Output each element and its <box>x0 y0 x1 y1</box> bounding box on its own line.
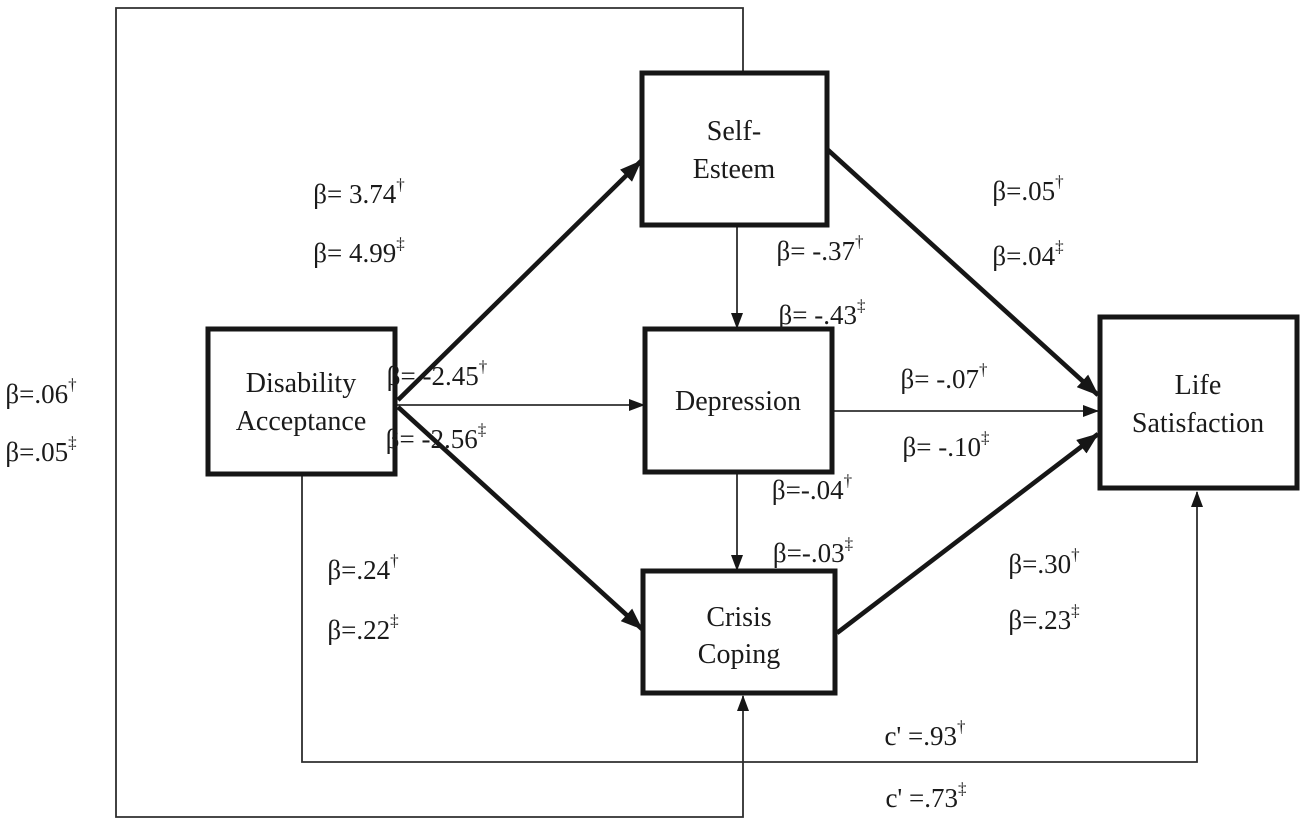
coef-cc-ls-2: β=.23‡ <box>1008 601 1080 635</box>
disability-acceptance-label-line1: Disability <box>245 368 357 399</box>
coef-se-dep-1: β= -.37† <box>776 232 864 266</box>
disability-acceptance-label-line2: Acceptance <box>235 406 367 437</box>
node-crisis-coping <box>643 571 835 693</box>
self-esteem-box <box>642 73 827 225</box>
coef-dep-cc-1: β=-.04† <box>771 471 853 505</box>
coef-cc-ls-1: β=.30† <box>1008 545 1080 579</box>
disability-acceptance-box <box>208 329 395 474</box>
life-satisfaction-label-line2: Satisfaction <box>1131 408 1265 439</box>
node-disability-acceptance <box>208 329 395 474</box>
node-self-esteem <box>642 73 827 225</box>
edge-crisiscoping-to-lifesatisfaction <box>837 434 1098 633</box>
coef-da-cc-1: β=.24† <box>327 551 399 585</box>
coef-da-ls-direct-1: c' =.93† <box>884 717 966 751</box>
life-satisfaction-box <box>1100 317 1297 488</box>
coef-da-dep-1: β= -2.45† <box>386 357 488 391</box>
coef-da-ls-direct-2: c' =.73‡ <box>885 779 967 813</box>
coef-se-dep-2: β= -.43‡ <box>778 296 866 330</box>
depression-label: Depression <box>675 386 801 417</box>
coef-se-ls-2: β=.04‡ <box>992 237 1064 271</box>
node-depression <box>645 329 832 472</box>
node-life-satisfaction <box>1100 317 1297 488</box>
coef-da-dep-2: β= -2.56‡ <box>385 420 487 454</box>
coef-dep-ls-2: β= -.10‡ <box>902 428 990 462</box>
coef-da-se-2: β= 4.99‡ <box>313 234 405 268</box>
life-satisfaction-label-line1: Life <box>1174 370 1222 401</box>
coef-se-cc-1: β=.06† <box>5 375 77 409</box>
coef-dep-ls-1: β= -.07† <box>900 360 988 394</box>
self-esteem-label-line1: Self- <box>706 116 762 147</box>
coef-se-ls-1: β=.05† <box>992 172 1064 206</box>
self-esteem-label-line2: Esteem <box>692 154 776 185</box>
coef-dep-cc-2: β=-.03‡ <box>772 534 854 568</box>
nodes <box>208 73 1297 693</box>
coef-da-se-1: β= 3.74† <box>313 175 405 209</box>
crisis-coping-label-line1: Crisis <box>706 602 772 633</box>
coef-da-cc-2: β=.22‡ <box>327 611 399 645</box>
coef-se-cc-2: β=.05‡ <box>5 433 77 467</box>
crisis-coping-label-line2: Coping <box>697 639 781 670</box>
coefficient-labels <box>5 172 1079 813</box>
